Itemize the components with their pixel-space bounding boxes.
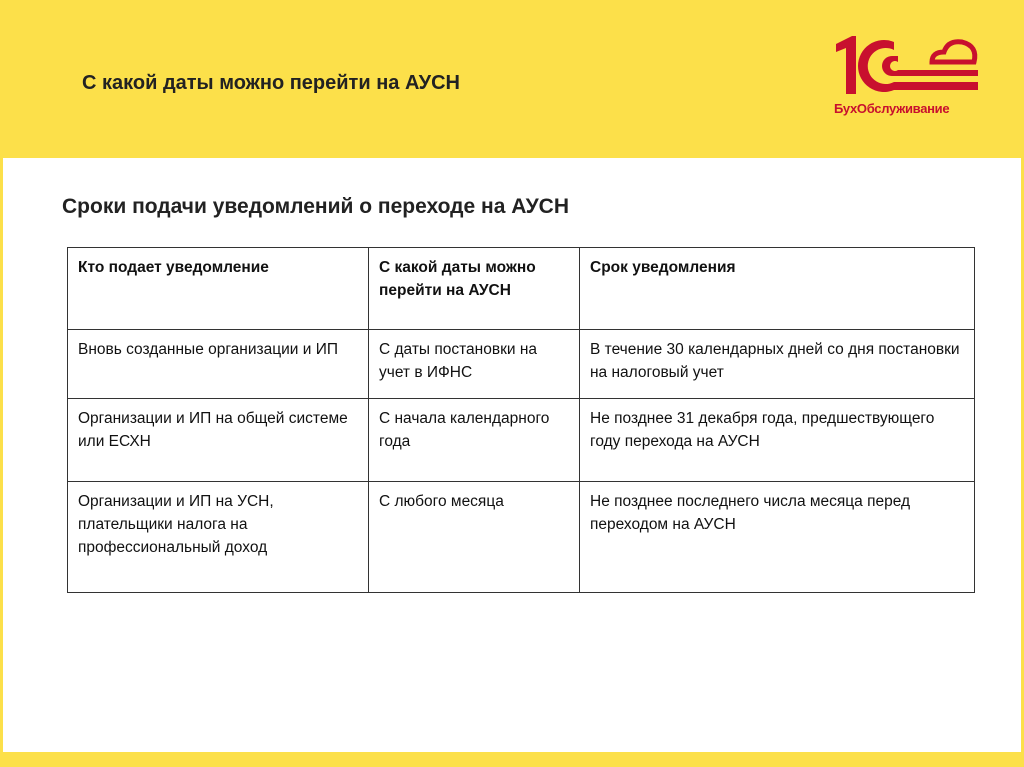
table-cell: Организации и ИП на общей системе или ЕСХН <box>68 399 369 482</box>
page-title: С какой даты можно перейти на АУСН <box>82 72 460 94</box>
table-cell: В течение 30 календарных дней со дня постановки на налоговый учет <box>580 330 975 399</box>
table-cell: С даты постановки на учет в ИФНС <box>369 330 580 399</box>
section-subtitle: Сроки подачи уведомлений о переходе на АУСН <box>62 195 569 218</box>
table-cell: Организации и ИП на УСН, плательщики налога на профессиональный доход <box>68 482 369 593</box>
table-row <box>68 330 975 399</box>
table-cell: С начала календарного года <box>369 399 580 482</box>
table-cell: Вновь созданные организации и ИП <box>68 330 369 399</box>
header-cell: С какой даты можно перейти на АУСН <box>369 248 580 330</box>
table-header-row <box>68 248 975 330</box>
header-cell: Срок уведомления <box>580 248 975 330</box>
header-cell: Кто подает уведомление <box>68 248 369 330</box>
logo-text: БухОбслуживание <box>834 101 950 116</box>
table-cell: Не позднее 31 декабря года, предшествующего году перехода на АУСН <box>580 399 975 482</box>
table-cell: Не позднее последнего числа месяца перед переходом на АУСН <box>580 482 975 593</box>
table-row <box>68 399 975 482</box>
table-row <box>68 482 975 593</box>
table-cell: С любого месяца <box>369 482 580 593</box>
notification-deadlines-table <box>67 247 975 593</box>
